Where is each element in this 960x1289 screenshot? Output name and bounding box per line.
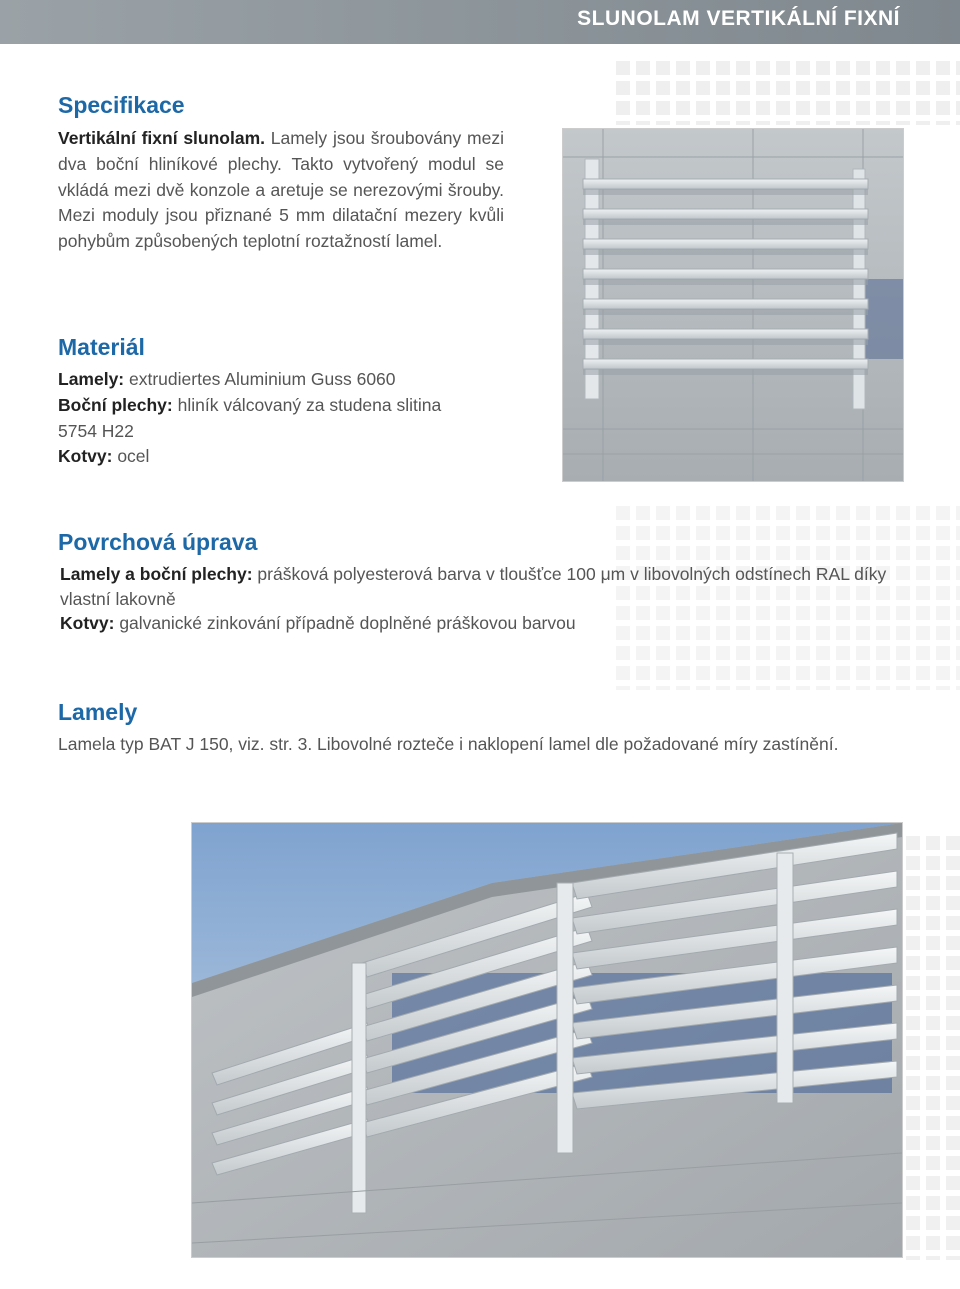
material-value: 5754 H22 (58, 420, 134, 441)
photo-louvers-building (191, 822, 903, 1258)
heading-povrch: Povrchová úprava (58, 529, 258, 555)
material-line-kotvy (58, 444, 518, 470)
material-line-plechy (58, 393, 518, 419)
heading-lamely: Lamely (58, 699, 138, 725)
photo-louvers-facade-drawing (563, 129, 903, 481)
material-label: Boční plechy: (58, 394, 173, 415)
material-line-alloy (58, 419, 518, 445)
povrch-list (60, 562, 910, 636)
heading-material: Materiál (58, 334, 145, 360)
material-label: Kotvy: (58, 446, 113, 467)
dot-pattern-top (610, 55, 960, 125)
povrch-label: Kotvy: (60, 613, 115, 633)
photo-louvers-facade (562, 128, 904, 482)
specifikace-text (58, 126, 504, 255)
dot-pattern-bottom (900, 830, 960, 1260)
povrch-line-kotvy (60, 611, 910, 636)
povrch-line-lamely (60, 562, 910, 611)
material-value: ocel (112, 446, 150, 467)
specifikace-body: Lamely jsou šroubovány mezi dva boční hliníkové plechy. Takto vytvořený modul se vkládá mezi dvě konzole a aretuje se nerezovými šrouby. Mezi moduly jsou přiznané 5 mm dilatační mezery kvůli pohybům způsobených teplotní roztažností lamel. (58, 128, 504, 252)
material-label: Lamely: (58, 369, 125, 389)
povrch-value: galvanické zinkování případně doplněné práškovou barvou (114, 613, 576, 633)
specifikace-lead: Vertikální fixní slunolam. (58, 128, 265, 148)
material-value: hliník válcovaný za studena slitina (172, 394, 442, 415)
heading-specifikace: Specifikace (58, 92, 185, 118)
photo-louvers-building-drawing (192, 823, 902, 1257)
material-value: extrudiertes Aluminium Guss 6060 (124, 369, 396, 389)
povrch-value: prášková polyesterová barva v tloušťce 100 μm v libovolných odstínech RAL díky vlastní lakovně (60, 564, 887, 609)
povrch-label: Lamely a boční plechy: (60, 564, 253, 584)
page-title: SLUNOLAM VERTIKÁLNÍ FIXNÍ (577, 7, 900, 30)
material-list (58, 367, 518, 470)
lamely-text: Lamela typ BAT J 150, viz. str. 3. Libovolné rozteče i naklopení lamel dle požadované míry zastínění. (58, 734, 839, 754)
page-header (0, 0, 960, 44)
material-line-lamely (58, 367, 518, 393)
